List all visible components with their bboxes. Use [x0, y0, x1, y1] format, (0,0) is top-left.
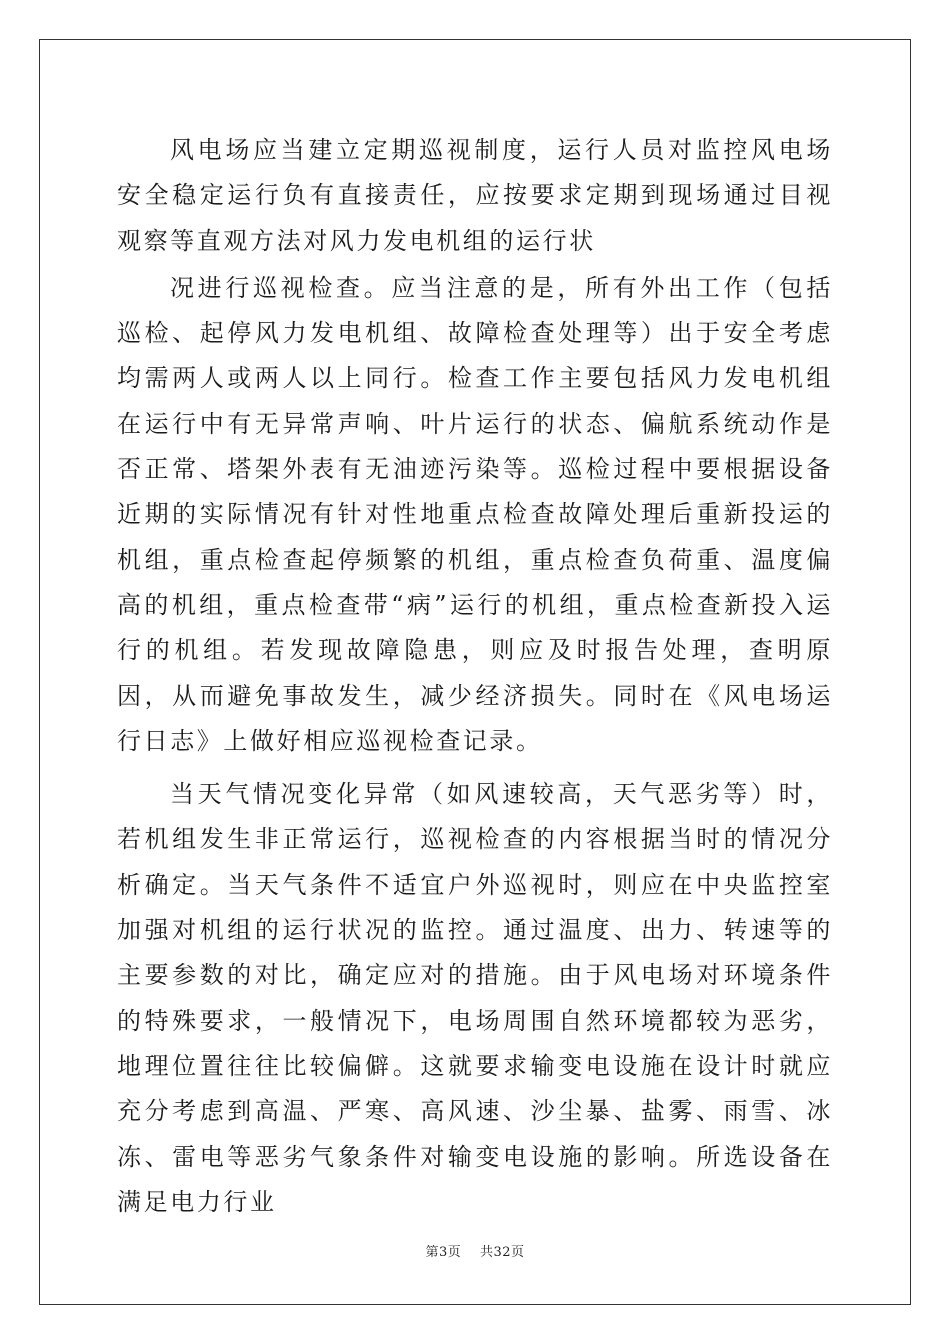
- paragraph-1: 风电场应当建立定期巡视制度，运行人员对监控风电场安全稳定运行负有直接责任，应按要求定期到现场通过目视观察等直观方法对风力发电机组的运行状: [117, 136, 833, 255]
- page-total: 共32页: [479, 1245, 525, 1260]
- document-body: [117, 128, 833, 1233]
- page-number: 第3页: [425, 1245, 462, 1260]
- paragraph-2: 况进行巡视检查。应当注意的是，所有外出工作（包括巡检、起停风力发电机组、故障检查处理等）出于安全考虑均需两人或两人以上同行。检查工作主要包括风力发电机组在运行中有无异常声响、叶片运行的状态、偏航系统动作是否正常、塔架外表有无油迹污染等。巡检过程中要根据设备近期的实际情况有针对性地重点检查故障处理后重新投运的机组，重点检查起停频繁的机组，重点检查负荷重、温度偏高的机组，重点检查带“病”运行的机组，重点检查新投入运行的机组。若发现故障隐患，则应及时报告处理，查明原因，从而避免事故发生，减少经济损失。同时在《风电场运行日志》上做好相应巡视检查记录。: [117, 273, 833, 755]
- paragraph-3: 当天气情况变化异常（如风速较高，天气恶劣等）时，若机组发生非正常运行，巡视检查的内容根据当时的情况分析确定。当天气条件不适宜户外巡视时，则应在中央监控室加强对机组的运行状况的监控。通过温度、出力、转速等的主要参数的对比，确定应对的措施。由于风电场对环境条件的特殊要求，一般情况下，电场周围自然环境都较为恶劣，地理位置往往比较偏僻。这就要求输变电设施在设计时就应充分考虑到高温、严寒、高风速、沙尘暴、盐雾、雨雪、冰冻、雷电等恶劣气象条件对输变电设施的影响。所选设备在满足电力行业: [117, 780, 833, 1216]
- page-footer: [0, 1241, 950, 1260]
